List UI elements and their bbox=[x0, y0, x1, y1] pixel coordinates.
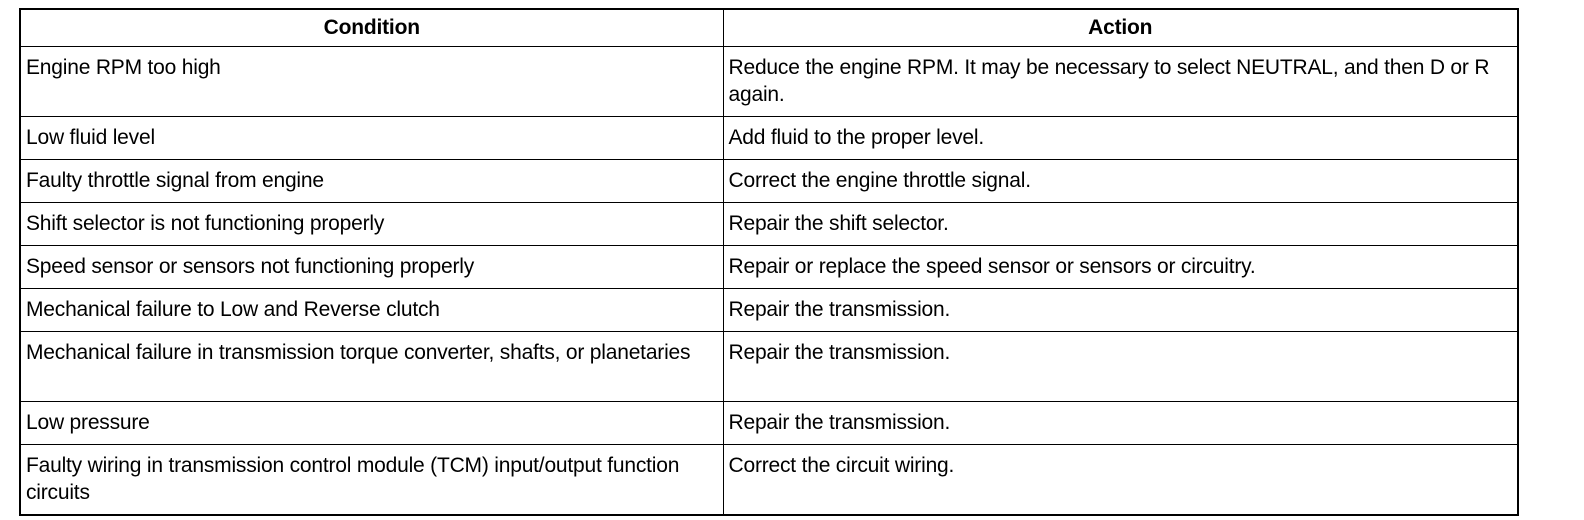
condition-cell: Shift selector is not functioning properly bbox=[20, 203, 723, 246]
table-row bbox=[20, 203, 1518, 246]
condition-cell: Engine RPM too high bbox=[20, 47, 723, 117]
condition-cell: Low fluid level bbox=[20, 117, 723, 160]
table-row bbox=[20, 117, 1518, 160]
action-cell: Reduce the engine RPM. It may be necessary to select NEUTRAL, and then D or R again. bbox=[723, 47, 1518, 117]
troubleshooting-table bbox=[19, 8, 1519, 516]
action-cell: Add fluid to the proper level. bbox=[723, 117, 1518, 160]
table-row bbox=[20, 289, 1518, 332]
action-column-header: Action bbox=[723, 9, 1518, 47]
action-cell: Repair the transmission. bbox=[723, 289, 1518, 332]
action-cell: Repair the transmission. bbox=[723, 332, 1518, 402]
condition-cell: Speed sensor or sensors not functioning properly bbox=[20, 246, 723, 289]
action-cell: Repair the shift selector. bbox=[723, 203, 1518, 246]
table-row bbox=[20, 160, 1518, 203]
action-cell: Correct the engine throttle signal. bbox=[723, 160, 1518, 203]
condition-cell: Low pressure bbox=[20, 402, 723, 445]
condition-column-header: Condition bbox=[20, 9, 723, 47]
action-cell: Correct the circuit wiring. bbox=[723, 445, 1518, 516]
table-row bbox=[20, 246, 1518, 289]
action-cell: Repair the transmission. bbox=[723, 402, 1518, 445]
action-cell: Repair or replace the speed sensor or sensors or circuitry. bbox=[723, 246, 1518, 289]
condition-cell: Faulty throttle signal from engine bbox=[20, 160, 723, 203]
troubleshooting-table-container bbox=[19, 8, 1517, 516]
table-row bbox=[20, 402, 1518, 445]
table-header-row bbox=[20, 9, 1518, 47]
condition-cell: Mechanical failure in transmission torque converter, shafts, or planetaries bbox=[20, 332, 723, 402]
table-row bbox=[20, 332, 1518, 402]
table-row bbox=[20, 47, 1518, 117]
condition-cell: Mechanical failure to Low and Reverse clutch bbox=[20, 289, 723, 332]
table-row bbox=[20, 445, 1518, 516]
condition-cell: Faulty wiring in transmission control module (TCM) input/output function circuits bbox=[20, 445, 723, 516]
